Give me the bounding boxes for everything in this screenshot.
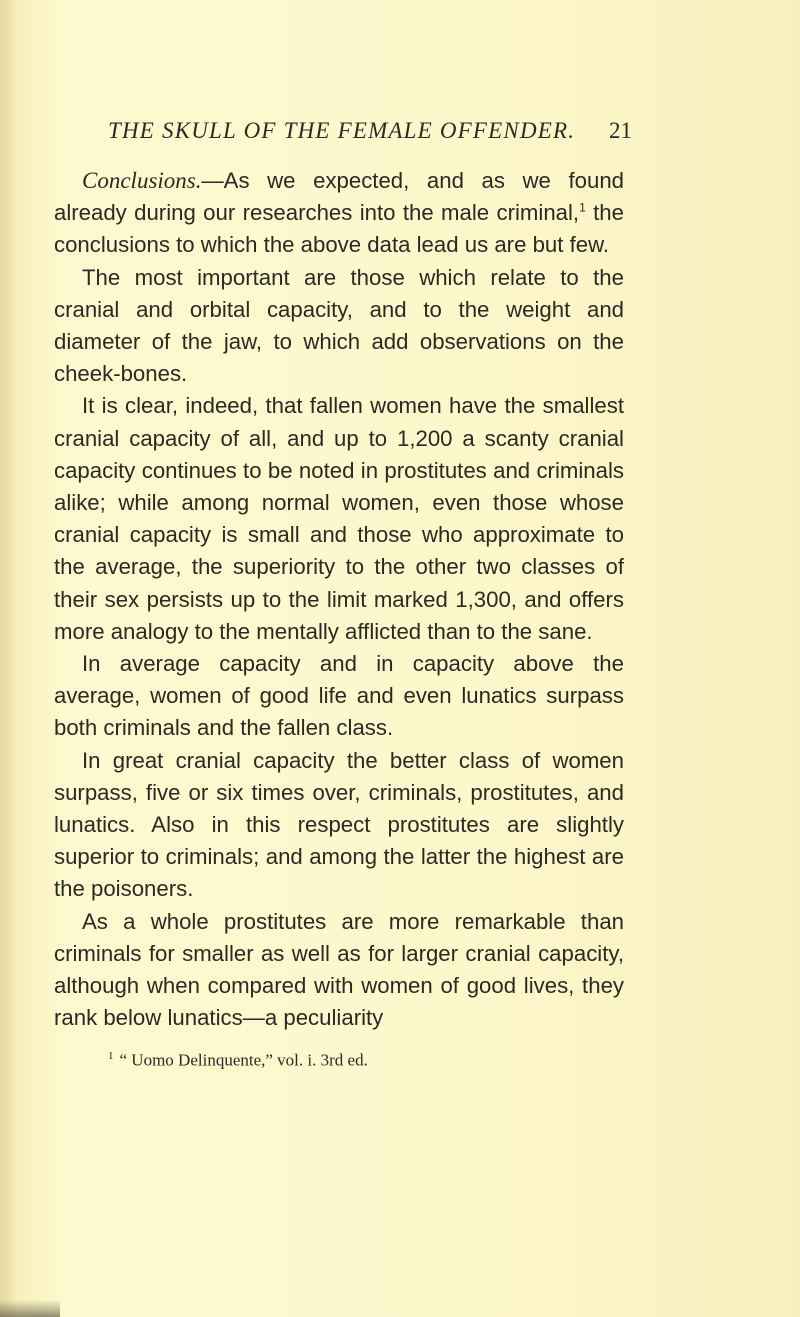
page-edge-shadow (0, 0, 18, 1317)
footnote-reference: 1 (579, 200, 586, 215)
page-number: 21 (609, 118, 632, 143)
paragraph-text: —As we expected, and as we found already during our researches into the male criminal, (54, 168, 624, 226)
paragraph-text: the conclusions to which the above data lead us are but few. (54, 200, 624, 258)
body-text (54, 165, 624, 1034)
running-head-title: THE SKULL OF THE FEMALE OFFENDER. (108, 118, 576, 143)
footnote-mark: 1 (108, 1050, 114, 1062)
paragraph: In average capacity and in capacity above the average, women of good life and even lunatics surpass both criminals and the fallen class. (54, 651, 624, 741)
paragraph: The most important are those which relate to the cranial and orbital capacity, and to the weight and diameter of the jaw, to which add observations on the cheek-bones. (54, 264, 624, 387)
paragraph-lead-heading: Conclusions. (82, 168, 202, 193)
paragraph: In great cranial capacity the better class of women surpass, five or six times over, criminals, prostitutes, and lunatics. Also in this respect prostitutes are slightly superior to criminals; and among the latter the highest are the poisoners. (54, 747, 624, 902)
paragraph-conclusions (54, 165, 624, 262)
footnote (108, 1050, 668, 1071)
running-head (108, 118, 632, 152)
paragraph: As a whole prostitutes are more remarkable than criminals for smaller as well as for larger cranial capacity, although when compared with women of good lives, they rank below lunatics—a peculiarity (54, 908, 624, 1031)
footnote-text: “ Uomo Delinquente,” vol. i. 3rd ed. (119, 1050, 368, 1070)
page-bottom-edge-shadow (0, 1300, 60, 1317)
paragraph: It is clear, indeed, that fallen women have the smallest cranial capacity of all, and up to 1,200 a scanty cranial capacity continues to be noted in prostitutes and criminals alike; while among normal women, even those whose cranial capacity is small and those who approximate to the average, the superiority to the other two classes of their sex persists up to the limit marked 1,300, and offers more analogy to the mentally afflicted than to the sane. (54, 393, 624, 644)
